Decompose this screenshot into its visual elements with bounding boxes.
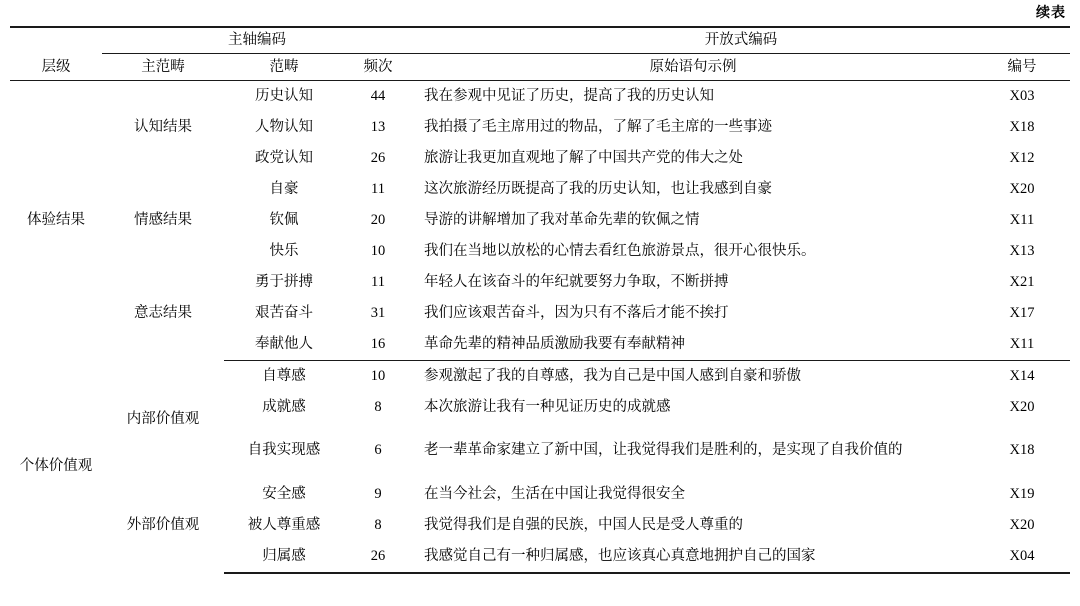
cell-quote xyxy=(412,329,974,361)
table-row xyxy=(10,81,1070,113)
cell-quote xyxy=(412,267,974,298)
cell-code: X18 xyxy=(1009,442,1035,459)
quote-text: 旅游让我更加直观地了解了中国共产党的伟大之处 xyxy=(424,149,743,166)
cell-major-category: 内部价值观 xyxy=(126,411,200,428)
cell-quote xyxy=(412,298,974,329)
quote-text: 年轻人在该奋斗的年纪就要努力争取，不断拼搏 xyxy=(424,273,729,290)
cell-code: X13 xyxy=(1009,242,1035,259)
cell-quote xyxy=(412,143,974,174)
cell-frequency: 10 xyxy=(370,242,386,259)
column-header-code: 编号 xyxy=(974,54,1070,81)
continued-table-label: 续表 xyxy=(1036,6,1066,21)
cell-frequency: 11 xyxy=(371,273,385,290)
cell-level: 个体价值观 xyxy=(19,458,93,475)
cell-code: X04 xyxy=(974,541,1070,573)
cell-code: X21 xyxy=(1009,273,1035,290)
cell-quote xyxy=(412,236,974,267)
cell-category: 历史认知 xyxy=(255,87,313,104)
cell-frequency: 26 xyxy=(344,541,412,573)
cell-quote xyxy=(412,510,974,541)
cell-major-category: 认知结果 xyxy=(134,118,192,135)
cell-code: X19 xyxy=(1009,485,1035,502)
quote-text: 我感觉自己有一种归属感，也应该真心真意地拥护自己的国家 xyxy=(424,547,816,564)
cell-quote xyxy=(412,541,974,573)
cell-major-category: 意志结果 xyxy=(134,305,192,322)
quote-text: 这次旅游经历既提高了我的历史认知，也让我感到自豪 xyxy=(424,180,772,197)
cell-category: 归属感 xyxy=(224,541,344,573)
column-header-quote: 原始语句示例 xyxy=(412,54,974,81)
cell-code: X14 xyxy=(1009,367,1035,384)
cell-category: 钦佩 xyxy=(269,211,299,228)
cell-frequency: 44 xyxy=(370,87,386,104)
cell-frequency: 8 xyxy=(374,398,382,415)
quote-text: 我在参观中见证了历史，提高了我的历史认知 xyxy=(424,87,714,104)
table-row xyxy=(10,174,1070,205)
cell-code: X17 xyxy=(1009,304,1035,321)
table-row xyxy=(10,479,1070,510)
cell-category: 艰苦奋斗 xyxy=(255,304,313,321)
cell-code: X20 xyxy=(1009,180,1035,197)
table-row xyxy=(10,361,1070,393)
cell-level: 体验结果 xyxy=(27,212,85,229)
cell-code: X20 xyxy=(1009,398,1035,415)
cell-category: 人物认知 xyxy=(255,118,313,135)
cell-quote xyxy=(412,392,974,423)
cell-frequency: 20 xyxy=(370,211,386,228)
cell-code: X18 xyxy=(1009,118,1035,135)
cell-frequency: 10 xyxy=(370,367,386,384)
table-group-header-row xyxy=(10,27,1070,54)
cell-category: 快乐 xyxy=(269,242,299,259)
group-header-open-coding: 开放式编码 xyxy=(412,27,1070,54)
cell-category: 政党认知 xyxy=(255,149,313,166)
header-spacer-cell xyxy=(10,27,102,54)
cell-major-category: 外部价值观 xyxy=(126,517,200,534)
cell-frequency: 11 xyxy=(371,180,385,197)
cell-frequency: 26 xyxy=(370,149,386,166)
cell-quote xyxy=(412,174,974,205)
cell-frequency: 31 xyxy=(370,304,386,321)
quote-text: 在当今社会，生活在中国让我觉得很安全 xyxy=(424,485,685,502)
quote-text: 我们应该艰苦奋斗，因为只有不落后才能不挨打 xyxy=(424,304,729,321)
quote-text: 老一辈革命家建立了新中国，让我觉得我们是胜利的，是实现了自我价值的 xyxy=(424,442,903,459)
quote-text: 我觉得我们是自强的民族，中国人民是受人尊重的 xyxy=(424,516,743,533)
column-header-major_category: 主范畴 xyxy=(102,54,224,81)
cell-category: 成就感 xyxy=(262,398,306,415)
cell-code: X11 xyxy=(974,329,1070,361)
cell-code: X11 xyxy=(1009,211,1035,228)
cell-quote xyxy=(412,423,974,479)
quote-text: 导游的讲解增加了我对革命先辈的钦佩之情 xyxy=(424,211,700,228)
cell-quote xyxy=(412,205,974,236)
table-header-row xyxy=(10,54,1070,81)
cell-category: 自豪 xyxy=(269,180,299,197)
cell-category: 奉献他人 xyxy=(224,329,344,361)
quote-text: 革命先辈的精神品质激励我要有奉献精神 xyxy=(424,335,685,352)
cell-quote xyxy=(412,81,974,113)
cell-major-category: 情感结果 xyxy=(134,211,192,228)
quote-text: 我们在当地以放松的心情去看红色旅游景点，很开心很快乐。 xyxy=(424,242,816,259)
cell-frequency: 13 xyxy=(370,118,386,135)
cell-frequency: 9 xyxy=(374,485,382,502)
table-row xyxy=(10,267,1070,298)
cell-frequency: 6 xyxy=(374,442,382,459)
quote-text: 本次旅游让我有一种见证历史的成就感 xyxy=(424,398,671,415)
column-header-level: 层级 xyxy=(10,54,102,81)
cell-code: X12 xyxy=(1009,149,1035,166)
cell-frequency: 8 xyxy=(374,516,382,533)
cell-code: X03 xyxy=(1009,87,1035,104)
column-header-category: 范畴 xyxy=(224,54,344,81)
coding-results-table xyxy=(10,26,1070,574)
cell-category: 安全感 xyxy=(262,485,306,502)
cell-quote xyxy=(412,112,974,143)
cell-category: 被人尊重感 xyxy=(247,516,321,533)
cell-frequency: 16 xyxy=(344,329,412,361)
cell-code: X20 xyxy=(1009,516,1035,533)
cell-quote xyxy=(412,361,974,393)
cell-category: 勇于拼搏 xyxy=(255,273,313,290)
cell-quote xyxy=(412,479,974,510)
cell-category: 自我实现感 xyxy=(247,442,321,459)
group-header-axial-coding: 主轴编码 xyxy=(102,27,412,54)
quote-text: 参观激起了我的自尊感，我为自己是中国人感到自豪和骄傲 xyxy=(424,367,801,384)
column-header-frequency: 频次 xyxy=(344,54,412,81)
cell-category: 自尊感 xyxy=(262,367,306,384)
quote-text: 我拍摄了毛主席用过的物品，了解了毛主席的一些事迹 xyxy=(424,118,772,135)
